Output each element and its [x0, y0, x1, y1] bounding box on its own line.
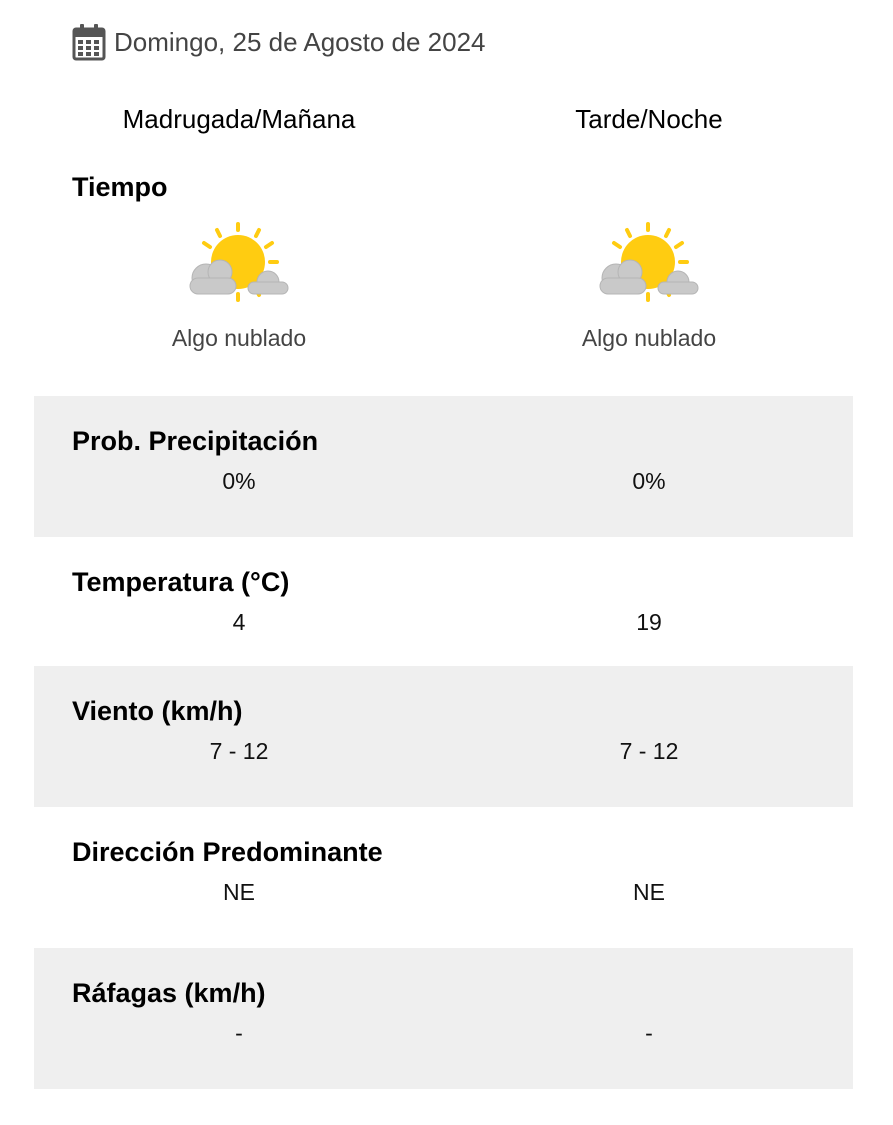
temp-morning-value: 4: [232, 609, 246, 635]
section-title-tiempo: Tiempo: [72, 172, 168, 202]
section-title-viento: Viento (km/h): [72, 696, 243, 726]
sun-behind-cloud-icon: [594, 218, 704, 310]
precip-evening-value: 0%: [632, 468, 666, 494]
date-row: [72, 22, 486, 62]
date-label: Domingo, 25 de Agosto de 2024: [114, 26, 486, 57]
column-header-evening: Tarde/Noche: [575, 104, 723, 134]
section-temperatura: [34, 537, 853, 666]
weather-desc-morning: Algo nublado: [171, 325, 307, 351]
weather-desc-evening: Algo nublado: [581, 325, 717, 351]
section-rafagas: [34, 948, 853, 1089]
sun-behind-cloud-icon: [184, 218, 294, 310]
section-title-temperatura: Temperatura (°C): [72, 567, 290, 597]
temp-evening-value: 19: [636, 609, 662, 635]
viento-evening-value: 7 - 12: [619, 738, 679, 764]
direccion-morning-value: NE: [223, 879, 255, 905]
calendar-icon: [72, 23, 106, 61]
section-tiempo: [34, 160, 853, 396]
section-title-direccion: Dirección Predominante: [72, 837, 383, 867]
column-header-morning: Madrugada/Mañana: [122, 104, 356, 134]
rafagas-evening-value: -: [645, 1020, 653, 1046]
direccion-evening-value: NE: [633, 879, 665, 905]
column-headers: [0, 104, 893, 144]
rafagas-morning-value: -: [235, 1020, 243, 1046]
section-title-rafagas: Ráfagas (km/h): [72, 978, 266, 1008]
section-viento: [34, 666, 853, 807]
viento-morning-value: 7 - 12: [209, 738, 269, 764]
section-precipitacion: [34, 396, 853, 537]
section-direccion: [34, 807, 853, 948]
section-title-precipitacion: Prob. Precipitación: [72, 426, 319, 456]
precip-morning-value: 0%: [222, 468, 256, 494]
